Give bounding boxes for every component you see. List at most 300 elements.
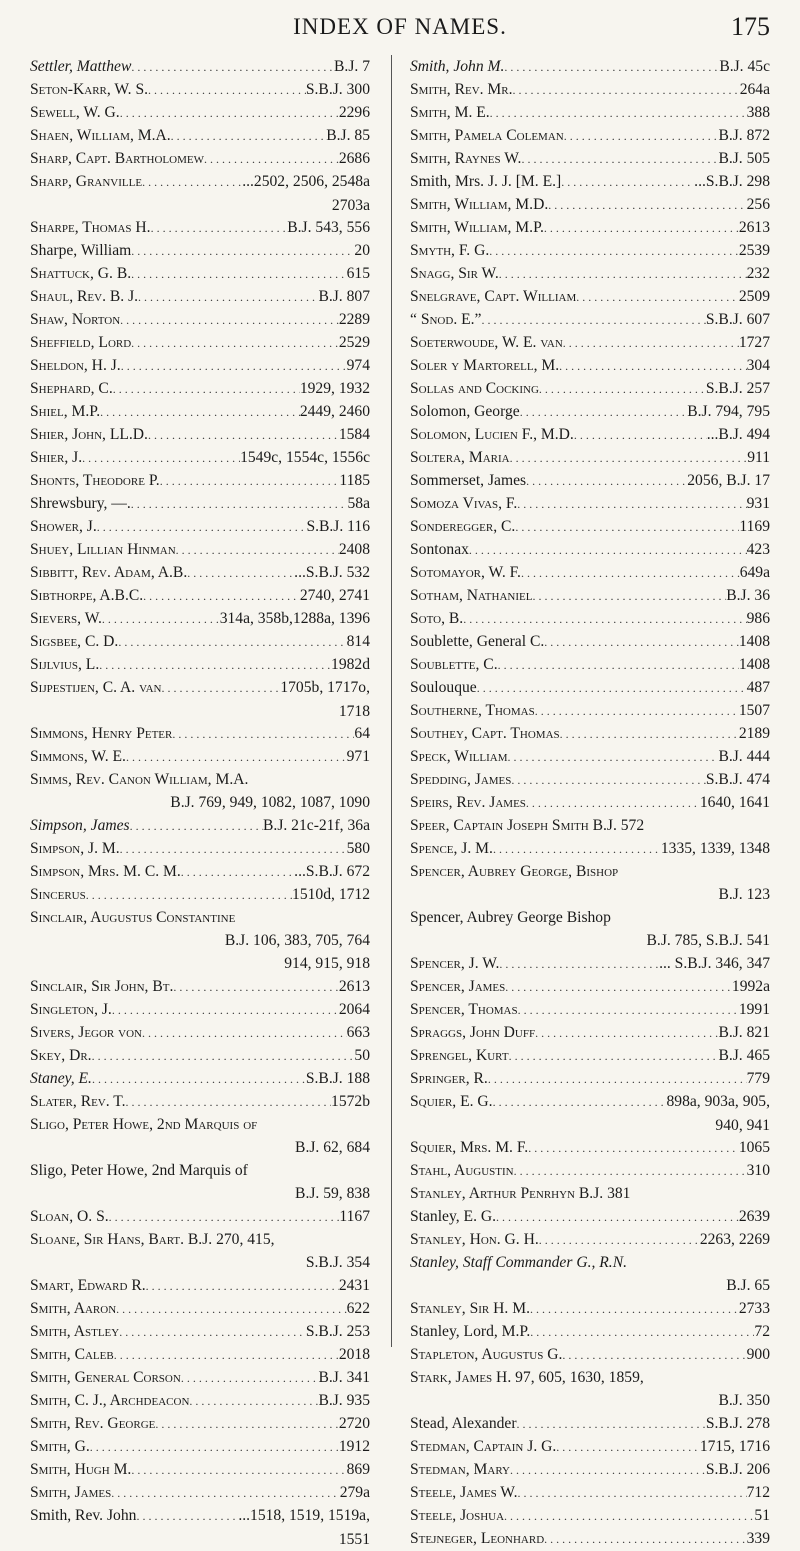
index-entry	[30, 515, 370, 538]
entry-name: Stanley, Staff Commander G., R.N.	[410, 1254, 628, 1271]
dot-leader	[131, 262, 346, 286]
entry-refs: S.B.J. 206	[705, 1461, 770, 1478]
dot-leader	[510, 446, 748, 470]
entry-name: Smith, Rev. John	[30, 1507, 137, 1524]
dot-leader	[563, 331, 739, 355]
dot-leader	[508, 745, 719, 769]
index-entry	[410, 538, 770, 561]
entry-name: Sonderegger, C.	[410, 518, 516, 535]
entry-name: Stanley, E. G.	[410, 1208, 497, 1225]
index-entry	[30, 745, 370, 768]
left-column	[30, 55, 370, 1550]
entry-name: Shrewsbury, —.	[30, 495, 131, 512]
entry-name: Spencer, Aubrey George, Bishop	[410, 863, 619, 880]
entry-refs: B.J. 45c	[719, 58, 770, 75]
entry-refs: 1572b	[331, 1093, 370, 1110]
entry-name: Sijlvius, L.	[30, 656, 100, 673]
entry-name: Smith, Astley	[30, 1323, 120, 1340]
index-entry	[30, 377, 370, 400]
index-entry	[410, 377, 770, 400]
entry-refs: 911	[747, 449, 770, 466]
entry-refs: 304	[746, 357, 770, 374]
entry-name: Stahl, Augustin	[410, 1162, 514, 1179]
index-entry	[30, 561, 370, 584]
entry-name: Sinclair, Sir John, Bt.	[30, 978, 174, 995]
index-entry	[410, 1251, 770, 1297]
entry-name: Smith, Raynes W.	[410, 150, 522, 167]
entry-name: Sloan, O. S.	[30, 1208, 109, 1225]
entry-refs: 1727	[738, 334, 770, 351]
entry-refs: 232	[746, 265, 770, 282]
entry-name: Sprengel, Kurt	[410, 1047, 509, 1064]
index-entry	[410, 1320, 770, 1343]
entry-refs: 986	[746, 610, 770, 627]
dot-leader	[130, 814, 263, 838]
index-entry	[30, 1113, 370, 1159]
dot-leader	[548, 193, 746, 217]
entry-refs: B.J. 505	[718, 150, 770, 167]
entry-name: Singleton, J.	[30, 1001, 112, 1018]
entry-refs: B.J. 794, 795	[687, 403, 770, 420]
dot-leader	[517, 1412, 706, 1436]
dot-leader	[142, 170, 242, 194]
index-entry	[410, 1228, 770, 1251]
entry-name: Steele, James W.	[410, 1484, 518, 1501]
dot-leader	[517, 492, 746, 516]
index-entry	[30, 584, 370, 607]
dot-leader	[515, 515, 739, 539]
entry-name: Smith, Hugh M.	[30, 1461, 132, 1478]
entry-name: Sommerset, James	[410, 472, 527, 489]
dot-leader	[576, 285, 739, 309]
index-entry	[30, 722, 370, 745]
entry-refs: 2018	[338, 1346, 370, 1363]
index-entry	[410, 469, 770, 492]
index-entry	[30, 101, 370, 124]
entry-refs: 712	[746, 1484, 770, 1501]
dot-leader	[155, 1412, 338, 1436]
entry-refs: 2639	[738, 1208, 770, 1225]
entry-refs: 2408	[338, 541, 370, 558]
dot-leader	[92, 1067, 306, 1091]
entry-name: Spence, J. M.	[410, 840, 493, 857]
index-entry	[30, 906, 370, 975]
entry-refs: 2509	[738, 288, 770, 305]
entry-refs: 2056, B.J. 17	[687, 472, 770, 489]
index-entry	[410, 354, 770, 377]
entry-name: Smith, General Corson	[30, 1369, 181, 1386]
entry-refs: B.J. 341	[318, 1369, 370, 1386]
index-entry	[30, 1366, 370, 1389]
entry-refs: 50	[354, 1047, 370, 1064]
entry-refs: S.B.J. 278	[705, 1415, 770, 1432]
index-entry	[30, 331, 370, 354]
entry-name: Shower, J.	[30, 518, 97, 535]
dot-leader	[119, 1320, 306, 1344]
dot-leader	[173, 975, 338, 999]
entry-name: Soublette, C.	[410, 656, 498, 673]
index-entry	[410, 239, 770, 262]
dot-leader	[102, 607, 220, 631]
entry-refs-continued: 940, 941	[715, 1117, 770, 1134]
dot-leader	[120, 308, 339, 332]
dot-leader	[544, 216, 739, 240]
index-entry	[30, 1481, 370, 1504]
index-entry	[30, 262, 370, 285]
index-entry	[30, 1320, 370, 1343]
entry-refs: 1705b, 1717o,	[280, 679, 370, 696]
dot-leader	[513, 78, 740, 102]
index-entry	[410, 331, 770, 354]
dot-leader	[181, 860, 294, 884]
entry-name: Sibbitt, Rev. Adam, A.B.	[30, 564, 188, 581]
index-entry	[30, 975, 370, 998]
entry-refs: 622	[346, 1300, 370, 1317]
dot-leader	[520, 400, 688, 424]
entry-refs: 20	[354, 242, 370, 259]
entry-name: Shuey, Lillian Hinman	[30, 541, 176, 558]
entry-name: Smith, Caleb	[30, 1346, 114, 1363]
entry-refs: 2263, 2269	[699, 1231, 770, 1248]
entry-refs: 339	[746, 1530, 770, 1547]
index-entry	[410, 262, 770, 285]
entry-name: Smith, G.	[30, 1438, 90, 1455]
entry-name: Sharp, Capt. Bartholomew	[30, 150, 204, 167]
entry-name: Simmons, W. E.	[30, 748, 126, 765]
entry-refs: 649a	[739, 564, 770, 581]
entry-name: Sewell, W. G.	[30, 104, 120, 121]
dot-leader	[518, 1481, 747, 1505]
dot-leader	[560, 722, 739, 746]
index-entry	[410, 722, 770, 745]
entry-name: Snagg, Sir W.	[410, 265, 499, 282]
entry-refs: B.J. 85	[326, 127, 370, 144]
entry-refs: 974	[346, 357, 370, 374]
index-entry	[410, 561, 770, 584]
entry-refs: 1167	[339, 1208, 370, 1225]
dot-leader	[112, 998, 339, 1022]
index-entry	[410, 1481, 770, 1504]
entry-refs: ...S.B.J. 298	[694, 173, 770, 190]
dot-leader	[120, 101, 339, 125]
index-entry	[30, 1458, 370, 1481]
entry-name: Stejneger, Leonhard	[410, 1530, 545, 1547]
entry-refs: 310	[746, 1162, 770, 1179]
index-entry	[410, 423, 770, 446]
entry-name: Smith, C. J., Archdeacon	[30, 1392, 190, 1409]
entry-refs: 51	[754, 1507, 770, 1524]
entry-refs: 2189	[738, 725, 770, 742]
index-entry	[410, 1090, 770, 1136]
index-entry	[30, 1274, 370, 1297]
index-entry	[410, 607, 770, 630]
entry-name: Sheldon, H. J.	[30, 357, 121, 374]
entry-refs-continued: B.J. 106, 383, 705, 764	[224, 932, 370, 949]
entry-name: Soulouque	[410, 679, 477, 696]
entry-refs: 1992a	[731, 978, 770, 995]
entry-name: Simpson, James	[30, 817, 130, 834]
entry-name: Shaen, William, M.A.	[30, 127, 171, 144]
dot-leader	[504, 55, 719, 79]
entry-refs: 72	[754, 1323, 770, 1340]
index-entry	[30, 216, 370, 239]
entry-refs: 314a, 358b,1288a, 1396	[219, 610, 370, 627]
index-entry	[410, 400, 770, 423]
entry-refs: S.B.J. 253	[305, 1323, 370, 1340]
dot-leader	[181, 1366, 319, 1390]
entry-name: Smith, Rev. George	[30, 1415, 156, 1432]
entry-refs: B.J. 21c-21f, 36a	[263, 817, 370, 834]
entry-name: Shier, John, LL.D.	[30, 426, 148, 443]
dot-leader	[126, 745, 347, 769]
dot-leader	[116, 1297, 346, 1321]
dot-leader	[505, 975, 732, 999]
entry-name: Stanley, Hon. G. H.	[410, 1231, 539, 1248]
entry-name: Stanley, Sir H. M.	[410, 1300, 530, 1317]
entry-name: Sivers, Jegor von	[30, 1024, 142, 1041]
entry-refs: 423	[746, 541, 770, 558]
dot-leader	[131, 492, 348, 516]
entry-refs: 264a	[739, 81, 770, 98]
index-entry	[30, 653, 370, 676]
dot-leader	[100, 400, 300, 424]
index-entry	[410, 446, 770, 469]
dot-leader	[530, 1297, 739, 1321]
entry-refs-continued: B.J. 65	[726, 1277, 770, 1294]
dot-leader	[559, 354, 746, 378]
index-entry	[30, 354, 370, 377]
index-entry	[410, 1504, 770, 1527]
entry-refs: 900	[746, 1346, 770, 1363]
entry-name: Settler, Matthew	[30, 58, 132, 75]
index-entry	[410, 1412, 770, 1435]
page-number: 175	[731, 12, 770, 41]
entry-refs: 279a	[339, 1484, 370, 1501]
entry-refs: 1185	[339, 472, 370, 489]
entry-name: Sheffield, Lord	[30, 334, 132, 351]
index-entry	[30, 239, 370, 262]
index-entry	[30, 837, 370, 860]
entry-refs-continued: B.J. 350	[718, 1392, 770, 1409]
dot-leader	[477, 676, 747, 700]
entry-name: Sligo, Peter Howe, 2nd Marquis of	[30, 1162, 248, 1179]
dot-leader	[120, 837, 347, 861]
entry-name: Stead, Alexander	[410, 1415, 517, 1432]
index-entry	[30, 1504, 370, 1550]
dot-leader	[535, 1021, 718, 1045]
entry-name: Sigsbee, C. D.	[30, 633, 119, 650]
index-entry	[30, 1297, 370, 1320]
index-entry	[30, 78, 370, 101]
dot-leader	[498, 653, 739, 677]
entry-name: Steele, Joshua	[410, 1507, 505, 1524]
entry-name: Soublette, General C.	[410, 633, 545, 650]
entry-name: Sinclair, Augustus Constantine	[30, 909, 236, 926]
entry-refs-continued: B.J. 62, 684	[295, 1139, 370, 1156]
entry-name: Southey, Capt. Thomas	[410, 725, 560, 742]
entry-refs: S.B.J. 257	[705, 380, 770, 397]
index-entry	[410, 837, 770, 860]
entry-refs: 2449, 2460	[299, 403, 370, 420]
index-entry	[410, 55, 770, 78]
entry-refs: 2064	[338, 1001, 370, 1018]
entry-name: Stanley, Lord, M.P.	[410, 1323, 531, 1340]
dot-leader	[138, 285, 318, 309]
entry-refs: S.B.J. 474	[705, 771, 770, 788]
dot-leader	[509, 1044, 719, 1068]
dot-leader	[172, 722, 354, 746]
index-entry	[410, 906, 770, 952]
entry-name: Shaul, Rev. B. J.	[30, 288, 139, 305]
entry-refs: 615	[346, 265, 370, 282]
index-entry	[30, 124, 370, 147]
entry-refs: 1335, 1339, 1348	[660, 840, 770, 857]
entry-name: Springer, R.	[410, 1070, 488, 1087]
entry-name: Sharpe, Thomas H.	[30, 219, 151, 236]
dot-leader	[126, 1090, 331, 1114]
index-entry	[30, 1343, 370, 1366]
dot-leader	[561, 170, 694, 194]
dot-leader	[535, 699, 739, 723]
entry-refs: 2431	[338, 1277, 370, 1294]
entry-refs: ...S.B.J. 672	[294, 863, 370, 880]
entry-name: Sloane, Sir Hans, Bart. B.J. 270, 415,	[30, 1231, 275, 1248]
entry-name: Sincerus	[30, 886, 86, 903]
entry-name: Stedman, Mary	[410, 1461, 511, 1478]
dot-leader	[539, 1228, 700, 1252]
index-entry	[410, 1297, 770, 1320]
dot-leader	[187, 561, 294, 585]
index-entry	[410, 1182, 770, 1205]
index-entry	[30, 1090, 370, 1113]
entry-refs: 971	[346, 748, 370, 765]
dot-leader	[532, 584, 726, 608]
entry-refs: 1065	[738, 1139, 770, 1156]
index-entry	[30, 1021, 370, 1044]
index-entry	[410, 147, 770, 170]
entry-name: Shier, J.	[30, 449, 83, 466]
entry-name: Speck, William	[410, 748, 508, 765]
index-entry	[410, 285, 770, 308]
dot-leader	[489, 239, 739, 263]
dot-leader	[131, 55, 334, 79]
dot-leader	[111, 1481, 339, 1505]
entry-name: Shiel, M.P.	[30, 403, 101, 420]
entry-name: Spencer, J. W.	[410, 955, 500, 972]
entry-refs: 487	[746, 679, 770, 696]
index-entry	[410, 1021, 770, 1044]
entry-name: Spencer, Aubrey George Bishop	[410, 909, 611, 926]
entry-refs: S.B.J. 116	[306, 518, 370, 535]
entry-name: Sharp, Granville	[30, 173, 143, 190]
dot-leader	[160, 469, 340, 493]
dot-leader	[544, 1527, 746, 1551]
dot-leader	[504, 1504, 754, 1528]
dot-leader	[574, 423, 707, 447]
index-entry	[30, 860, 370, 883]
entry-refs: 663	[346, 1024, 370, 1041]
entry-refs: 2296	[338, 104, 370, 121]
entry-refs: 1715, 1716	[699, 1438, 770, 1455]
entry-refs: B.J. 821	[718, 1024, 770, 1041]
dot-leader	[171, 124, 327, 148]
entry-refs: S.B.J. 607	[705, 311, 770, 328]
entry-name: Slater, Rev. T.	[30, 1093, 126, 1110]
entry-name: Sibthorpe, A.B.C.	[30, 587, 144, 604]
dot-leader	[518, 998, 739, 1022]
dot-leader	[86, 883, 292, 907]
index-entry	[30, 55, 370, 78]
dot-leader	[143, 584, 300, 608]
index-entry	[410, 170, 770, 193]
entry-refs: 1549c, 1554c, 1556c	[240, 449, 370, 466]
entry-name: Shattuck, G. B.	[30, 265, 132, 282]
index-entry	[30, 1412, 370, 1435]
entry-name: Smith, Mrs. J. J. [M. E.]	[410, 173, 562, 190]
entry-refs-continued: B.J. 785, S.B.J. 541	[646, 932, 770, 949]
entry-name: Sievers, W.	[30, 610, 102, 627]
index-entry	[410, 101, 770, 124]
dot-leader	[528, 1136, 739, 1160]
entry-name: Spedding, James	[410, 771, 512, 788]
dot-leader	[488, 1067, 747, 1091]
entry-name: Solomon, George	[410, 403, 520, 420]
entry-refs: 1408	[738, 656, 770, 673]
entry-name: Sollas and Cocking	[410, 380, 539, 397]
dot-leader	[109, 1205, 340, 1229]
entry-refs: 814	[346, 633, 370, 650]
dot-leader	[113, 377, 300, 401]
index-entry	[30, 400, 370, 423]
index-entry	[30, 1228, 370, 1274]
index-entry	[410, 653, 770, 676]
index-entry	[30, 492, 370, 515]
dot-leader	[562, 1343, 746, 1367]
dot-leader	[82, 446, 240, 470]
entry-refs: 931	[746, 495, 770, 512]
entry-name: Sharpe, William	[30, 242, 132, 259]
index-entry	[30, 469, 370, 492]
index-entry	[30, 768, 370, 814]
entry-name: Smith, Pamela Coleman	[410, 127, 564, 144]
dot-leader	[148, 78, 306, 102]
entry-name: Soltera, Maria	[410, 449, 510, 466]
entry-name: Seton-Karr, W. S.	[30, 81, 149, 98]
dot-leader	[463, 607, 746, 631]
entry-name: “ Snod. E.”	[410, 311, 482, 328]
index-entry	[410, 1136, 770, 1159]
entry-name: Soto, B.	[410, 610, 464, 627]
index-entry	[30, 170, 370, 216]
index-entry	[410, 860, 770, 906]
entry-refs: 388	[746, 104, 770, 121]
index-entry	[410, 814, 770, 837]
index-entry	[30, 446, 370, 469]
index-entry	[30, 883, 370, 906]
dot-leader	[496, 1205, 739, 1229]
entry-refs: 2720	[338, 1415, 370, 1432]
dot-leader	[151, 216, 288, 240]
entry-refs: 1584	[338, 426, 370, 443]
dot-leader	[526, 469, 687, 493]
entry-name: Smith, William, M.P.	[410, 219, 544, 236]
index-entry	[410, 1527, 770, 1550]
entry-name: Southerne, Thomas	[410, 702, 535, 719]
index-entry	[410, 492, 770, 515]
dot-leader	[514, 1159, 747, 1183]
index-entry	[410, 584, 770, 607]
index-entry	[410, 699, 770, 722]
